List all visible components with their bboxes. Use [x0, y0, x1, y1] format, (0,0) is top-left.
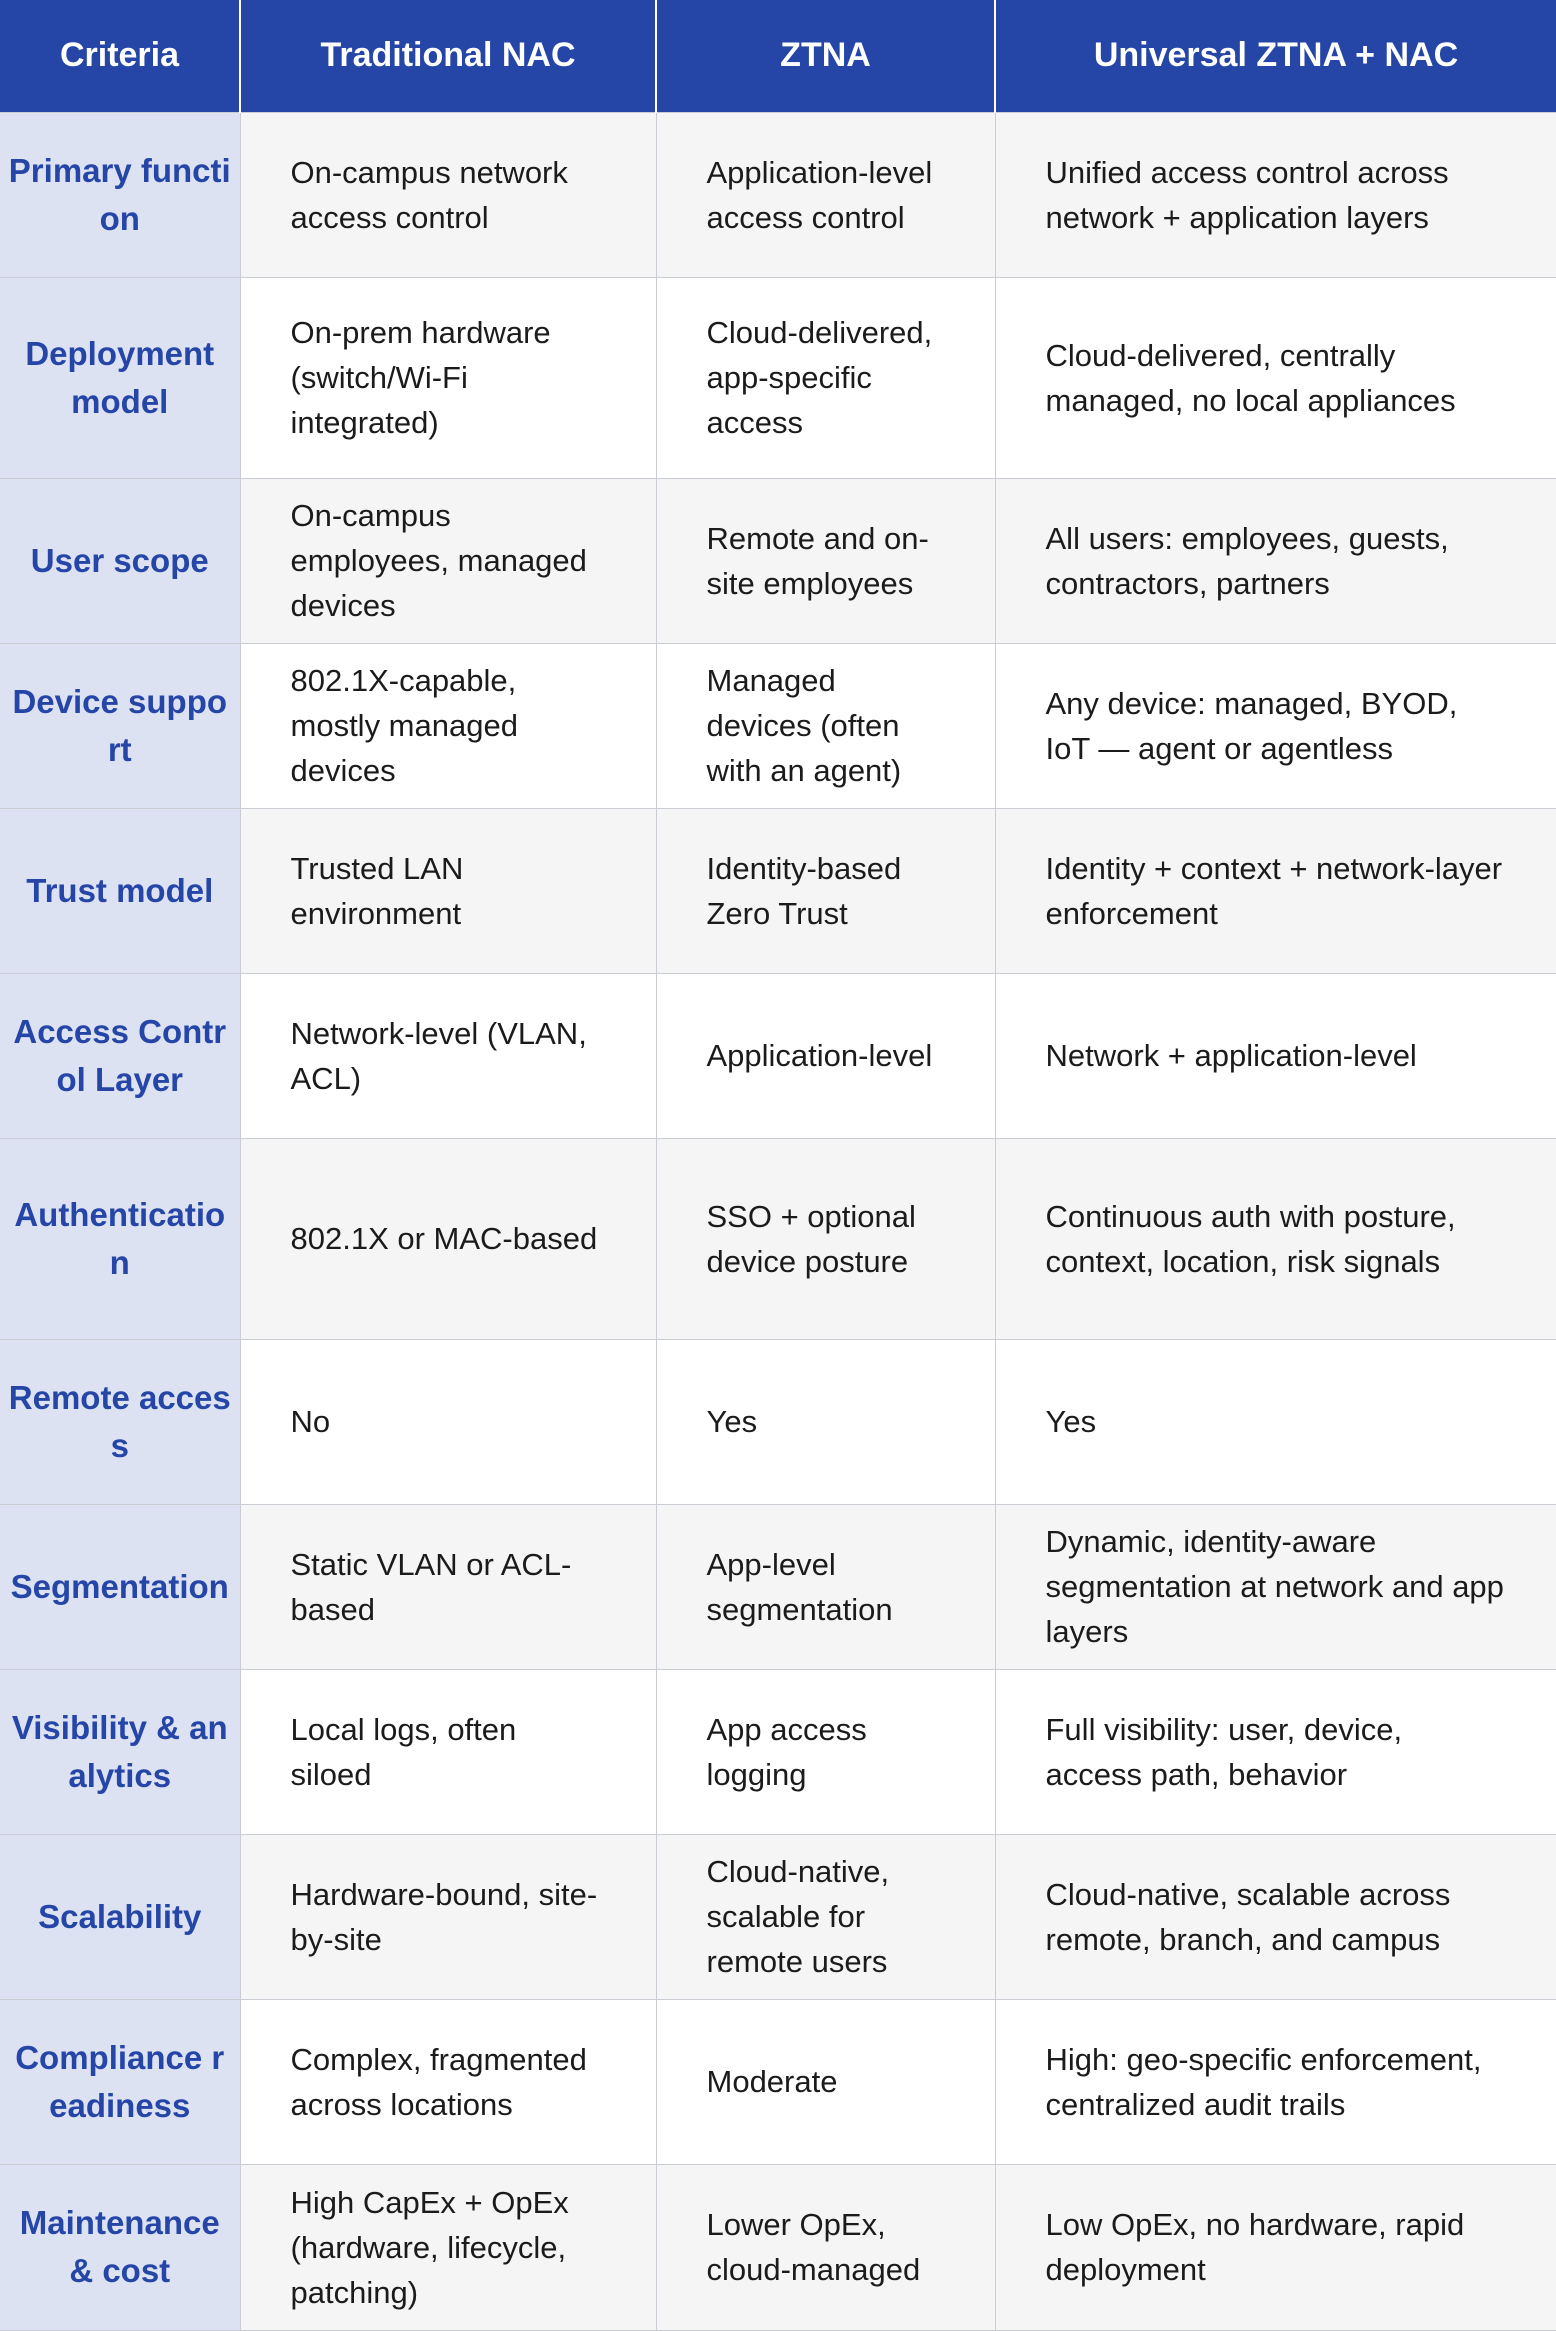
ztna-cell: Identity-based Zero Trust — [656, 808, 995, 973]
universal-cell: Identity + context + network-layer enforcement — [995, 808, 1556, 973]
ztna-cell: App-level segmentation — [656, 1504, 995, 1669]
ztna-cell: Yes — [656, 1339, 995, 1504]
criteria-cell: Maintenance & cost — [0, 2164, 240, 2330]
criteria-cell: Remote access — [0, 1339, 240, 1504]
universal-cell: Network + application-level — [995, 973, 1556, 1138]
ztna-cell: Managed devices (often with an agent) — [656, 643, 995, 808]
traditional-nac-cell: No — [240, 1339, 656, 1504]
traditional-nac-cell: High CapEx + OpEx (hardware, lifecycle, patching) — [240, 2164, 656, 2330]
traditional-nac-cell: Static VLAN or ACL-based — [240, 1504, 656, 1669]
ztna-cell: Cloud-delivered, app-specific access — [656, 277, 995, 478]
ztna-cell: Moderate — [656, 1999, 995, 2164]
criteria-cell: Visibility & analytics — [0, 1669, 240, 1834]
table-body — [0, 112, 1556, 2330]
criteria-cell: Scalability — [0, 1834, 240, 1999]
ztna-cell: Application-level access control — [656, 112, 995, 277]
criteria-cell: Device support — [0, 643, 240, 808]
criteria-cell: Deployment model — [0, 277, 240, 478]
universal-cell: Cloud-native, scalable across remote, branch, and campus — [995, 1834, 1556, 1999]
table-row — [0, 277, 1556, 478]
universal-cell: Any device: managed, BYOD, IoT — agent or agentless — [995, 643, 1556, 808]
ztna-cell: Remote and on-site employees — [656, 478, 995, 643]
column-header-traditional-nac: Traditional NAC — [240, 0, 656, 112]
table-row — [0, 1339, 1556, 1504]
table-row — [0, 1999, 1556, 2164]
column-header-ztna: ZTNA — [656, 0, 995, 112]
universal-cell: Yes — [995, 1339, 1556, 1504]
ztna-cell: Application-level — [656, 973, 995, 1138]
header-row — [0, 0, 1556, 112]
ztna-cell: Lower OpEx, cloud-managed — [656, 2164, 995, 2330]
column-header-criteria: Criteria — [0, 0, 240, 112]
traditional-nac-cell: Local logs, often siloed — [240, 1669, 656, 1834]
traditional-nac-cell: 802.1X or MAC-based — [240, 1138, 656, 1339]
universal-cell: Low OpEx, no hardware, rapid deployment — [995, 2164, 1556, 2330]
criteria-cell: User scope — [0, 478, 240, 643]
traditional-nac-cell: Complex, fragmented across locations — [240, 1999, 656, 2164]
universal-cell: Continuous auth with posture, context, location, risk signals — [995, 1138, 1556, 1339]
criteria-cell: Authentication — [0, 1138, 240, 1339]
table-row — [0, 808, 1556, 973]
table-row — [0, 2164, 1556, 2330]
criteria-cell: Segmentation — [0, 1504, 240, 1669]
table-row — [0, 1138, 1556, 1339]
traditional-nac-cell: On-campus employees, managed devices — [240, 478, 656, 643]
table-row — [0, 1669, 1556, 1834]
ztna-cell: App access logging — [656, 1669, 995, 1834]
table-row — [0, 1834, 1556, 1999]
traditional-nac-cell: On-prem hardware (switch/Wi-Fi integrated) — [240, 277, 656, 478]
universal-cell: Unified access control across network + application layers — [995, 112, 1556, 277]
table-row — [0, 478, 1556, 643]
traditional-nac-cell: 802.1X-capable, mostly managed devices — [240, 643, 656, 808]
traditional-nac-cell: Trusted LAN environment — [240, 808, 656, 973]
traditional-nac-cell: On-campus network access control — [240, 112, 656, 277]
criteria-cell: Compliance readiness — [0, 1999, 240, 2164]
universal-cell: High: geo-specific enforcement, centralized audit trails — [995, 1999, 1556, 2164]
universal-cell: Dynamic, identity-aware segmentation at network and app layers — [995, 1504, 1556, 1669]
ztna-cell: Cloud-native, scalable for remote users — [656, 1834, 995, 1999]
table-row — [0, 643, 1556, 808]
criteria-cell: Access Control Layer — [0, 973, 240, 1138]
universal-cell: Cloud-delivered, centrally managed, no local appliances — [995, 277, 1556, 478]
table-row — [0, 1504, 1556, 1669]
universal-cell: Full visibility: user, device, access path, behavior — [995, 1669, 1556, 1834]
table-row — [0, 112, 1556, 277]
traditional-nac-cell: Hardware-bound, site-by-site — [240, 1834, 656, 1999]
traditional-nac-cell: Network-level (VLAN, ACL) — [240, 973, 656, 1138]
ztna-cell: SSO + optional device posture — [656, 1138, 995, 1339]
criteria-cell: Trust model — [0, 808, 240, 973]
table-row — [0, 973, 1556, 1138]
criteria-cell: Primary function — [0, 112, 240, 277]
column-header-universal-ztna-nac: Universal ZTNA + NAC — [995, 0, 1556, 112]
table-header — [0, 0, 1556, 112]
universal-cell: All users: employees, guests, contractors, partners — [995, 478, 1556, 643]
